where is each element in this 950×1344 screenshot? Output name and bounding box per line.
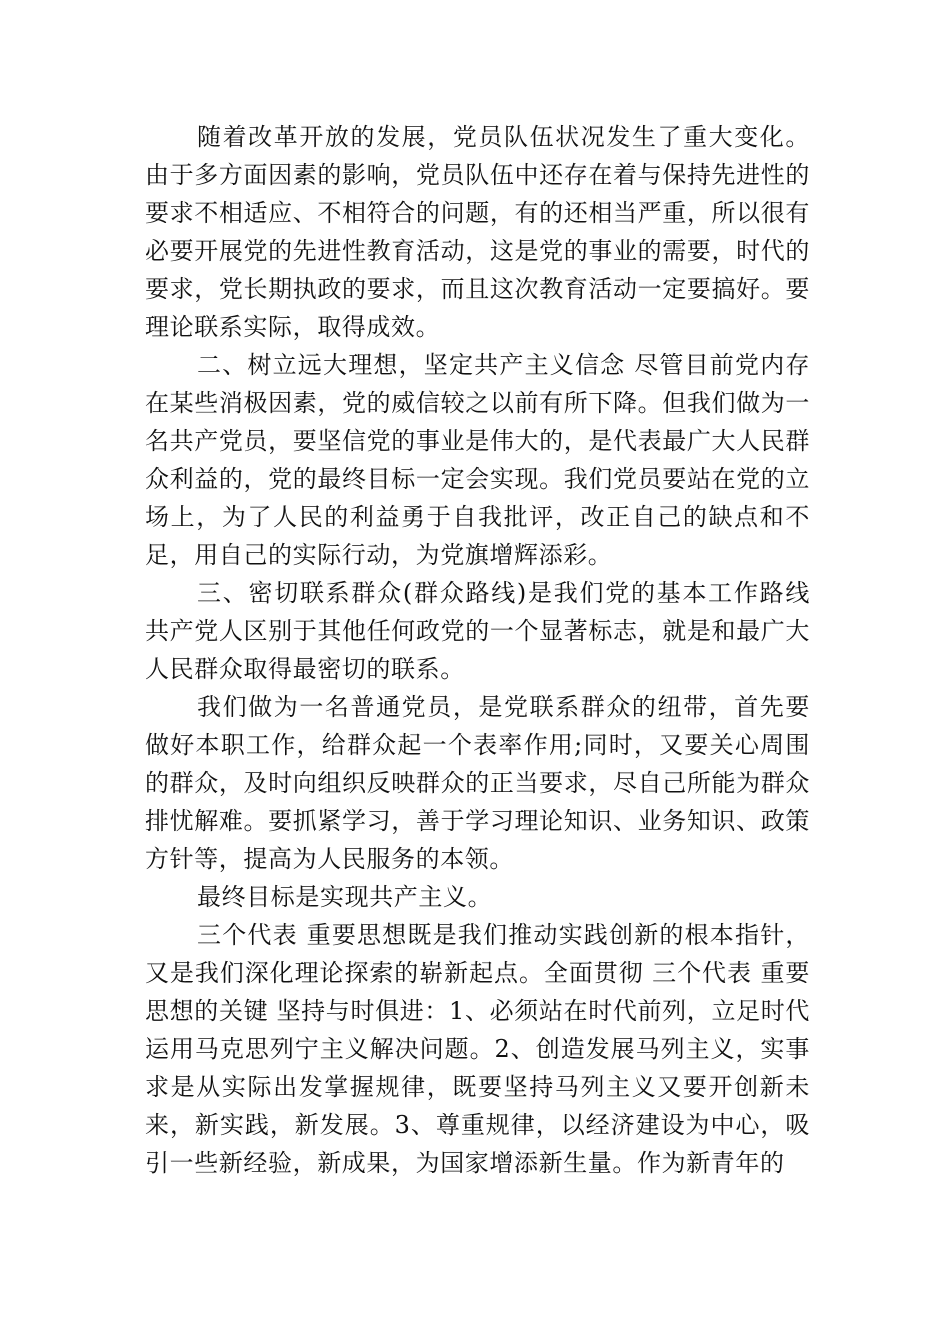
document-page [145,118,810,1182]
paragraph-ordinary-member: 我们做为一名普通党员，是党联系群众的纽带，首先要做好本职工作，给群众起一个表率作用;同时，又要关心周围的群众，及时向组织反映群众的正当要求，尽自己所能为群众排忧解难。要抓紧学习，善于学习理论知识、业务知识、政策方针等，提高为人民服务的本领。 [145,693,810,873]
paragraph-ideals-beliefs: 二、树立远大理想，坚定共产主义信念 尽管目前党内存在某些消极因素，党的威信较之以前有所下降。但我们做为一名共产党员，要坚信党的事业是伟大的，是代表最广大人民群众利益的，党的最终目标一定会实现。我们党员要站在党的立场上，为了人民的利益勇于自我批评，改正自己的缺点和不足，用自己的实际行动，为党旗增辉添彩。 [145,351,810,569]
paragraph-mass-line: 三、密切联系群众(群众路线)是我们党的基本工作路线 共产党人区别于其他任何政党的一个显著标志，就是和最广大人民群众取得最密切的联系。 [145,579,810,683]
paragraph-reform-opening: 随着改革开放的发展，党员队伍状况发生了重大变化。由于多方面因素的影响，党员队伍中还存在着与保持先进性的要求不相适应、不相符合的问题，有的还相当严重，所以很有必要开展党的先进性教育活动，这是党的事业的需要，时代的要求，党长期执政的要求，而且这次教育活动一定要搞好。要理论联系实际，取得成效。 [145,123,810,341]
paragraph-final-goal: 最终目标是实现共产主义。 [197,883,493,911]
paragraph-three-represents: 三个代表 重要思想既是我们推动实践创新的根本指针，又是我们深化理论探索的崭新起点。全面贯彻 三个代表 重要思想的关键 坚持与时俱进：1、必须站在时代前列，立足时代运用马克思列宁主义解决问题。2、创造发展马列主义，实事求是从实际出发掌握规律，既要坚持马列主义又要开创新未来，新实践，新发展。3、尊重规律，以经济建设为中心，吸引一些新经验，新成果，为国家增添新生量。作为新青年的 [145,921,810,1177]
